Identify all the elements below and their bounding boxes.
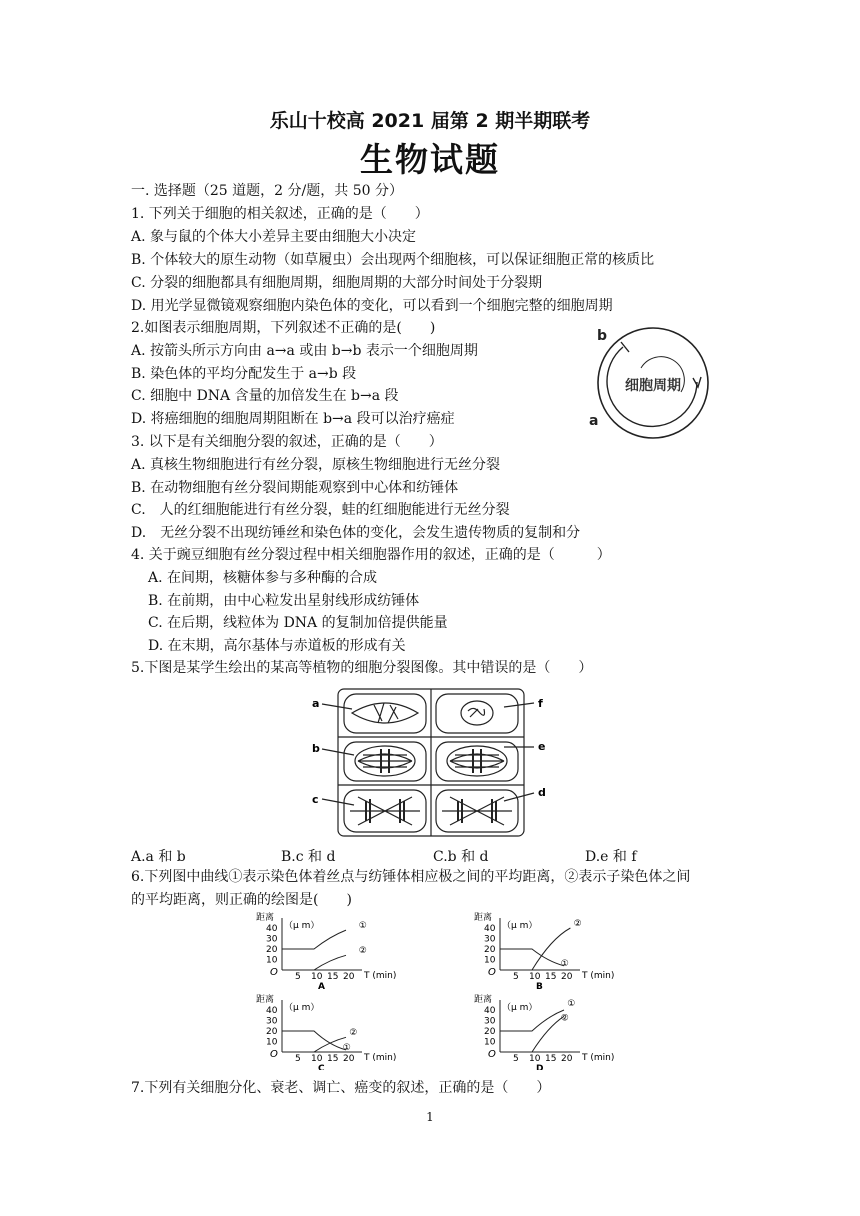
y-axis-unit: （μ m） (502, 921, 538, 931)
x-tick-label: 20 (561, 972, 573, 982)
origin-label: O (488, 1049, 496, 1060)
q7-stem: 7.下列有关细胞分化、衰老、调亡、癌变的叙述，正确的是（ ） (131, 1080, 551, 1096)
y-tick-label: 20 (484, 945, 496, 955)
fig5-label-e: e (538, 740, 546, 753)
cell-cycle-center-label: 细胞周期 (625, 378, 681, 394)
x-tick-label: 10 (529, 972, 541, 982)
q5-stem: 5.下图是某学生绘出的某高等植物的细胞分裂图像。其中错误的是（ ） (131, 660, 593, 676)
curve-1 (500, 1010, 564, 1031)
cell-cycle-label-a: a (589, 413, 599, 429)
y-tick-label: 10 (266, 1037, 278, 1048)
x-tick-label: 15 (327, 972, 339, 982)
origin-label: O (270, 967, 278, 978)
y-tick-label: 20 (266, 945, 278, 955)
curve-1-label: ① (358, 921, 367, 931)
q2-stem: 2.如图表示细胞周期，下列叙述不正确的是( ) (131, 320, 436, 336)
q5-option-d: D.e 和 f (585, 849, 637, 865)
curve-2-label: ② (358, 946, 367, 957)
curve-2 (532, 1016, 564, 1052)
x-tick-label: 5 (295, 1054, 301, 1064)
y-axis-label: 距离 (256, 995, 275, 1005)
curve-1-label: ① (567, 998, 576, 1009)
q2-option-a: A. 按箭头所示方向由 a→a 或由 b→b 表示一个细胞周期 (131, 343, 478, 359)
q6-graph-d (474, 993, 614, 1070)
q1-option-a: A. 象与鼠的个体大小差异主要由细胞大小决定 (131, 229, 417, 245)
curve-1 (282, 930, 346, 949)
q4-option-a: A. 在间期，核糖体参与多种酶的合成 (148, 570, 378, 586)
fig5-label-f: f (538, 697, 543, 710)
plant-mitosis-figure (308, 685, 553, 840)
curve-1-label: ① (560, 958, 569, 969)
curve-2 (314, 1037, 346, 1052)
x-tick-label: 15 (545, 972, 557, 982)
x-tick-label: 15 (327, 1054, 339, 1064)
q2-option-d: D. 将癌细胞的细胞周期阻断在 b→a 段可以治疗癌症 (131, 411, 455, 427)
q6-graph-a (256, 911, 396, 992)
x-axis-label: T (min) (364, 1053, 397, 1063)
q6-graph-c (256, 993, 396, 1070)
q1-option-b: B. 个体较大的原生动物（如草履虫）会出现两个细胞核，可以保证细胞正常的核质比 (131, 252, 655, 268)
y-axis-label: 距离 (256, 913, 275, 923)
q6-stem-line1: 6.下列图中曲线①表示染色体着丝点与纺锤体相应极之间的平均距离，②表示子染色体之间 (131, 869, 691, 885)
panel-label: B (536, 982, 543, 992)
panel-label: A (318, 982, 325, 992)
y-axis-label: 距离 (474, 913, 493, 923)
school-title: 乐山十校高 2021 届第 2 期半期联考 (269, 110, 591, 132)
y-tick-label: 40 (484, 924, 496, 934)
q4-option-c: C. 在后期，线粒体为 DNA 的复制加倍提供能量 (148, 615, 448, 631)
x-tick-label: 20 (343, 972, 355, 982)
q3-option-b: B. 在动物细胞有丝分裂间期能观察到中心体和纺锤体 (131, 480, 459, 496)
fig5-label-c: c (312, 793, 319, 806)
origin-label: O (270, 1049, 278, 1060)
y-tick-label: 20 (484, 1027, 496, 1037)
cell-cycle-label-b: b (597, 328, 608, 344)
section-heading: 一. 选择题（25 道题，2 分/题，共 50 分） (131, 183, 403, 199)
x-tick-label: 20 (343, 1054, 355, 1064)
y-tick-label: 30 (266, 934, 278, 945)
q5-option-a: A.a 和 b (131, 849, 186, 865)
origin-label: O (488, 967, 496, 978)
y-axis-unit: （μ m） (284, 1003, 320, 1013)
y-axis-unit: （μ m） (502, 1003, 538, 1013)
q1-stem: 1. 下列关于细胞的相关叙述，正确的是（ ） (131, 206, 429, 222)
curve-2-label: ② (573, 918, 582, 929)
x-axis-label: T (min) (582, 971, 615, 981)
x-tick-label: 10 (529, 1054, 541, 1064)
q3-option-d: D. 无丝分裂不出现纺锤丝和染色体的变化，会发生遗传物质的复制和分 (131, 525, 581, 541)
fig5-label-a: a (312, 697, 320, 710)
x-tick-label: 5 (513, 1054, 519, 1064)
q6-graphs (250, 910, 640, 1070)
x-axis-label: T (min) (582, 1053, 615, 1063)
y-tick-label: 10 (484, 955, 496, 966)
q3-option-a: A. 真核生物细胞进行有丝分裂，原核生物细胞进行无丝分裂 (131, 457, 501, 473)
curve-1 (500, 949, 564, 966)
y-tick-label: 10 (484, 1037, 496, 1048)
q6-graph-b (474, 911, 614, 992)
y-tick-label: 40 (266, 924, 278, 934)
q2-option-b: B. 染色体的平均分配发生于 a→b 段 (131, 366, 357, 382)
cell-cycle-figure (585, 320, 725, 445)
y-tick-label: 30 (266, 1016, 278, 1027)
x-axis-label: T (min) (364, 971, 397, 981)
q1-option-c: C. 分裂的细胞都具有细胞周期，细胞周期的大部分时间处于分裂期 (131, 275, 543, 291)
y-tick-label: 30 (484, 934, 496, 945)
q2-option-c: C. 细胞中 DNA 含量的加倍发生在 b→a 段 (131, 388, 399, 404)
q3-option-c: C. 人的红细胞能进行有丝分裂，蛙的红细胞能进行无丝分裂 (131, 502, 510, 518)
curve-2-label: ② (349, 1028, 358, 1039)
q4-option-b: B. 在前期，由中心粒发出星射线形成纺锤体 (148, 593, 420, 609)
y-tick-label: 20 (266, 1027, 278, 1037)
q6-stem-line2: 的平均距离，则正确的绘图是( ) (131, 892, 352, 908)
curve-1-label: ① (342, 1042, 351, 1053)
q5-option-c: C.b 和 d (433, 849, 489, 865)
x-tick-label: 5 (513, 972, 519, 982)
panel-label: D (536, 1064, 544, 1070)
page-number: 1 (426, 1110, 434, 1124)
q3-stem: 3. 以下是有关细胞分裂的叙述，正确的是（ ） (131, 434, 443, 450)
q1-option-d: D. 用光学显微镜观察细胞内染色体的变化，可以看到一个细胞完整的细胞周期 (131, 298, 613, 314)
q4-stem: 4. 关于豌豆细胞有丝分裂过程中相关细胞器作用的叙述，正确的是（ ） (131, 547, 611, 563)
y-axis-label: 距离 (474, 995, 493, 1005)
x-tick-label: 15 (545, 1054, 557, 1064)
q4-option-d: D. 在末期，高尔基体与赤道板的形成有关 (148, 638, 406, 654)
fig5-label-d: d (538, 786, 546, 799)
y-axis-unit: （μ m） (284, 921, 320, 931)
curve-2-label: ② (560, 1013, 569, 1024)
x-tick-label: 5 (295, 972, 301, 982)
q5-option-b: B.c 和 d (281, 849, 336, 865)
fig5-label-b: b (312, 742, 320, 755)
subject-title: 生物试题 (360, 140, 500, 179)
y-tick-label: 30 (484, 1016, 496, 1027)
panel-label: C (318, 1064, 325, 1070)
x-tick-label: 20 (561, 1054, 573, 1064)
x-tick-label: 10 (311, 1054, 323, 1064)
y-tick-label: 40 (266, 1006, 278, 1016)
y-tick-label: 40 (484, 1006, 496, 1016)
curve-2 (314, 955, 346, 970)
x-tick-label: 10 (311, 972, 323, 982)
y-tick-label: 10 (266, 955, 278, 966)
